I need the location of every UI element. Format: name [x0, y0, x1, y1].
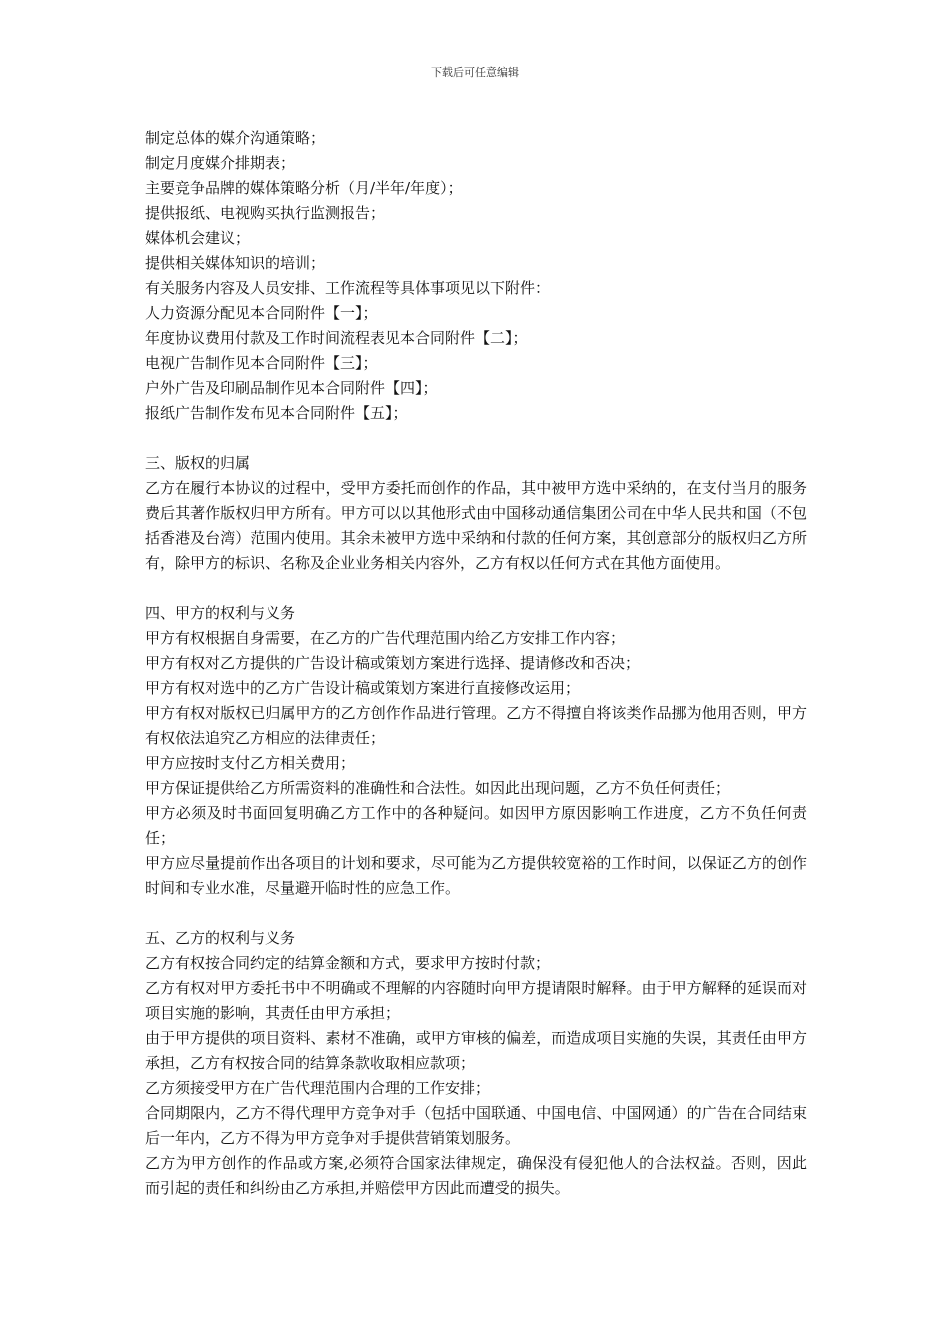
list-item: 提供报纸、电视购买执行监测报告； [145, 204, 386, 222]
section-4-paragraph: 甲方有权根据自身需要，在乙方的广告代理范围内给乙方安排工作内容； [145, 629, 626, 647]
section-4-paragraph: 甲方保证提供给乙方所需资料的准确性和合法性。如因此出现问题，乙方不负任何责任； [145, 779, 731, 797]
list-item: 主要竞争品牌的媒体策略分析（月/半年/年度）； [145, 179, 463, 197]
section-5-paragraph: 乙方须接受甲方在广告代理范围内合理的工作安排； [145, 1079, 491, 1097]
section-5-paragraph: 乙方有权对甲方委托书中不明确或不理解的内容随时向甲方提请限时解释。由于甲方解释的延误而对项目实施的影响，其责任由甲方承担； [145, 979, 807, 1022]
section-4-title: 四、甲方的权利与义务 [145, 604, 296, 622]
section-4-paragraph: 甲方应尽量提前作出各项目的计划和要求，尽可能为乙方提供较宽裕的工作时间，以保证乙方的创作时间和专业水准，尽量避开临时性的应急工作。 [145, 854, 807, 897]
list-item: 户外广告及印刷品制作见本合同附件【四】； [145, 379, 438, 397]
document-body [145, 126, 807, 1201]
section-4-paragraph: 甲方有权对版权已归属甲方的乙方创作作品进行管理。乙方不得擅自将该类作品挪为他用否则，甲方有权依法追究乙方相应的法律责任； [145, 704, 807, 747]
list-item: 制定总体的媒介沟通策略； [145, 129, 326, 147]
section-4-paragraph: 甲方有权对选中的乙方广告设计稿或策划方案进行直接修改运用； [145, 679, 581, 697]
list-item: 媒体机会建议； [145, 229, 251, 247]
section-5-paragraph: 由于甲方提供的项目资料、素材不准确，或甲方审核的偏差，而造成项目实施的失误，其责任由甲方承担，乙方有权按合同的结算条款收取相应款项； [145, 1029, 807, 1072]
list-item: 人力资源分配见本合同附件【一】； [145, 304, 378, 322]
list-item: 有关服务内容及人员安排、工作流程等具体事项见以下附件： [145, 279, 551, 297]
page-header: 下载后可任意编辑 [431, 66, 519, 79]
list-item: 提供相关媒体知识的培训； [145, 254, 326, 272]
section-4-paragraph: 甲方有权对乙方提供的广告设计稿或策划方案进行选择、提请修改和否决； [145, 654, 641, 672]
section-3-paragraph: 乙方在履行本协议的过程中，受甲方委托而创作的作品，其中被甲方选中采纳的，在支付当月的服务费后其著作版权归甲方所有。甲方可以以其他形式由中国移动通信集团公司在中华人民共和国（不包括香港及台湾）范围内使用。其余未被甲方选中采纳和付款的任何方案，其创意部分的版权归乙方所有，除甲方的标识、名称及企业业务相关内容外，乙方有权以任何方式在其他方面使用。 [145, 479, 807, 572]
list-item: 年度协议费用付款及工作时间流程表见本合同附件【二】； [145, 329, 528, 347]
list-item: 报纸广告制作发布见本合同附件【五】； [145, 404, 408, 422]
section-5-title: 五、乙方的权利与义务 [145, 929, 296, 947]
list-item: 制定月度媒介排期表； [145, 154, 296, 172]
list-item: 电视广告制作见本合同附件【三】； [145, 354, 378, 372]
section-5-paragraph: 合同期限内，乙方不得代理甲方竞争对手（包括中国联通、中国电信、中国网通）的广告在合同结束后一年内，乙方不得为甲方竞争对手提供营销策划服务。 [145, 1104, 807, 1147]
section-3-title: 三、版权的归属 [145, 454, 251, 472]
section-5-paragraph: 乙方有权按合同约定的结算金额和方式，要求甲方按时付款； [145, 954, 551, 972]
section-5-paragraph: 乙方为甲方创作的作品或方案,必须符合国家法律规定，确保没有侵犯他人的合法权益。否则，因此而引起的责任和纠纷由乙方承担,并赔偿甲方因此而遭受的损失。 [145, 1154, 807, 1197]
section-4-paragraph: 甲方应按时支付乙方相关费用； [145, 754, 356, 772]
section-4-paragraph: 甲方必须及时书面回复明确乙方工作中的各种疑问。如因甲方原因影响工作进度，乙方不负任何责任； [145, 804, 807, 847]
